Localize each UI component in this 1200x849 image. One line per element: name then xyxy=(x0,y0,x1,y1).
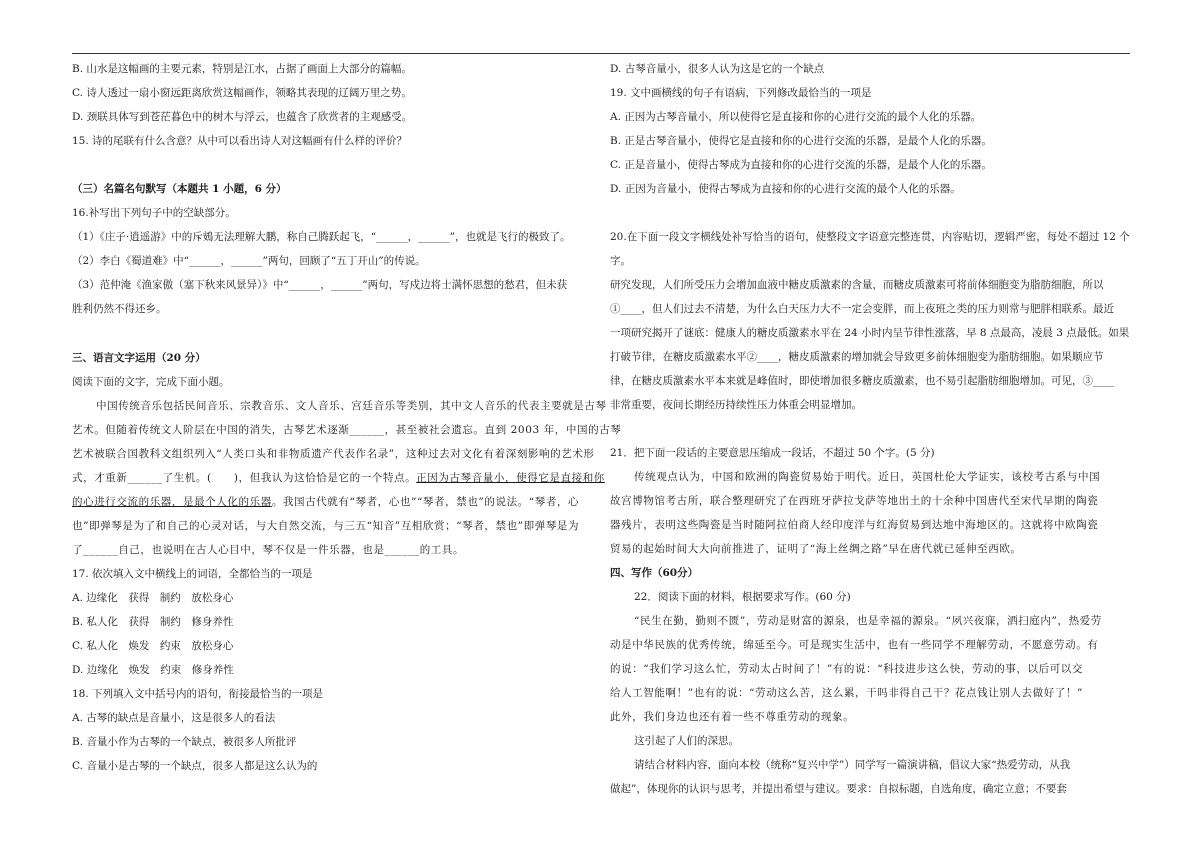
passage-line-1: 中国传统音乐包括民间音乐、宗教音乐、文人音乐、宫廷音乐等类别，其中文人音乐的代表主要就是古琴 xyxy=(96,400,607,412)
passage-line-6: 也”即弹琴是为了和自己的心灵对话，与大自然交流，与三五“知音”互相欣赏；“琴者，禁也”即弹琴是为 xyxy=(72,520,580,532)
passage-line-5 xyxy=(72,495,579,509)
q14-option-d: D. 颈联具体写到苍茫暮色中的树木与浮云，也蕴含了欣赏者的主观感受。 xyxy=(72,111,413,123)
question-21-passage-4: 贸易的起始时间大大向前推进了，证明了“海上丝绸之路”早在唐代就已延伸至西欧。 xyxy=(610,543,1022,555)
question-18-title: 18. 下列填入文中括号内的语句，衔接最恰当的一项是 xyxy=(72,688,324,700)
q14-option-c: C. 诗人透过一扇小窗远距离欣赏这幅画作，领略其表现的辽阔万里之势。 xyxy=(72,87,412,99)
question-21-title: 21．把下面一段话的主要意思压缩成一段话，不超过 50 个字。(5 分) xyxy=(610,447,935,459)
question-20-line-8: 非常重要，夜间长期经历持续性压力体重会明显增加。 xyxy=(610,399,862,411)
question-19-option-c: C. 正是音量小，使得古琴成为直接和你的心进行交流的乐器，是最个人化的乐器。 xyxy=(610,159,992,171)
passage-line-2: 艺术。但随着传统文人阶层在中国的消失，古琴艺术逐渐______，甚至被社会遗忘。直到 2003 年，中国的古琴 xyxy=(72,424,622,436)
part-3-intro: 阅读下面的文字，完成下面小题。 xyxy=(72,376,230,388)
question-22-material-5: 此外，我们身边也还有着一些不尊重劳动的现象。 xyxy=(610,711,855,723)
question-20-line-1: 20.在下面一段文字横线处补写恰当的语句，使整段文字语意完整连贯，内容贴切，逻辑严密，每处不超过 12 个 xyxy=(610,231,1130,243)
question-22-line-1: 这引起了人们的深思。 xyxy=(634,735,739,747)
question-16-item-2: （2）李白《蜀道难》中“______，______”两句，回顾了“五丁开山”的传说。 xyxy=(72,255,426,267)
part-3-heading: 三、语言文字运用（20 分） xyxy=(72,352,206,364)
question-19-option-a: A. 正因为古琴音量小，所以使得它是直接和你的心进行交流的最个人化的乐器。 xyxy=(610,111,982,123)
passage-line-5-text: 。我国古代就有“琴者，心也”“琴者，禁也”的说法。“琴者，心 xyxy=(271,496,580,508)
passage-line-7: 了______自己，也说明在古人心目中，琴不仅是一件乐器，也是______的工具。 xyxy=(72,544,465,556)
question-18-option-b: B. 音量小作为古琴的一个缺点，被很多人所批评 xyxy=(72,736,297,748)
question-19-option-d: D. 正因为音量小，使得古琴成为直接和你的心进行交流的最个人化的乐器。 xyxy=(610,183,961,195)
question-21-passage-1: 传统观点认为，中国和欧洲的陶瓷贸易始于明代。近日，英国杜伦大学证实，该校考古系与中国 xyxy=(634,471,1101,483)
question-20-line-4: ①____，但人们过去不清楚，为什么白天压力大不一定会变胖，而上夜班之类的压力则常与肥胖相联系。最近 xyxy=(610,303,1114,315)
passage-line-4 xyxy=(72,471,605,485)
question-19-title: 19. 文中画横线的句子有语病，下列修改最恰当的一项是 xyxy=(610,87,872,99)
question-22-material-2: 动是中华民族的优秀传统，绵延至今。可是现实生活中，也有一些同学不理解劳动，不愿意劳动。有 xyxy=(610,639,1099,651)
question-18-option-c: C. 音量小是古琴的一个缺点，很多人都是这么认为的 xyxy=(72,760,318,772)
question-21-passage-2: 故宫博物馆考古所，联合整理研究了在西班牙萨拉戈萨等地出土的十余种中国唐代至宋代早期的陶瓷 xyxy=(610,495,1099,507)
question-22-material-1: “民生在勤，勤则不匮”，劳动是财富的源泉，也是幸福的源泉。“夙兴夜寐，洒扫庭内”，热爱劳 xyxy=(634,615,1102,627)
question-16-title: 16.补写出下列句子中的空缺部分。 xyxy=(72,207,236,219)
question-21-passage-3: 器残片，表明这些陶瓷是当时随阿拉伯商人经印度洋与红海贸易到达地中海地区的。这就将中欧陶瓷 xyxy=(610,519,1099,531)
header-rule xyxy=(72,53,1130,54)
question-20-line-7: 律，在糖皮质激素水平本来就是峰值时，即使增加很多糖皮质激素，也不易引起脂肪细胞增加。可见，③____ xyxy=(610,375,1114,387)
question-22-material-3: 的说：“我们学习这么忙，劳动太占时间了！”有的说：“科技进步这么快，劳动的事，以后可以交 xyxy=(610,663,1084,675)
question-17-option-d: D. 边缘化 焕发 约束 修身养性 xyxy=(72,664,234,676)
question-17-option-c: C. 私人化 焕发 约束 放松身心 xyxy=(72,640,234,652)
underlined-sentence-part-2: 的心进行交流的乐器，是最个人化的乐器 xyxy=(72,496,272,508)
question-18-option-a: A. 古琴的缺点是音量小，这是很多人的看法 xyxy=(72,712,276,724)
question-20-line-6: 打破节律，在糖皮质激素水平②____，糖皮质激素的增加就会导致更多前体细胞变为脂肪细胞。如果顺应节 xyxy=(610,351,1104,363)
question-22-line-2: 请结合材料内容，面向本校（统称“复兴中学”）同学写一篇演讲稿，倡议大家“热爱劳动，从我 xyxy=(634,759,1071,771)
question-20-line-5: 一项研究揭开了谜底：健康人的糖皮质激素水平在 24 小时内呈节律性涨落，早 8 点最高，凌晨 3 点最低。如果 xyxy=(610,327,1130,339)
question-15: 15. 诗的尾联有什么含意？从中可以看出诗人对这幅画有什么样的评价？ xyxy=(72,135,408,147)
question-22-title: 22．阅读下面的材料，根据要求写作。(60 分) xyxy=(634,591,851,603)
question-22-material-4: 给人工智能啊！”也有的说：“劳动这么苦，这么累，干吗非得自己干？花点钱让别人去做好了！” xyxy=(610,687,1084,699)
question-18-option-d: D. 古琴音量小，很多人认为这是它的一个缺点 xyxy=(610,63,825,75)
part-4-heading: 四、写作（60分） xyxy=(610,567,699,579)
question-19-option-b: B. 正是古琴音量小，使得它是直接和你的心进行交流的乐器，是最个人化的乐器。 xyxy=(610,135,992,147)
section-3-heading: （三）名篇名句默写（本题共 1 小题，6 分） xyxy=(72,183,287,195)
question-16-item-3: （3）范仲淹《渔家傲（塞下秋来风景异）》中“______，______”两句，写戍边将士满怀思想的愁君，但未获 xyxy=(72,279,568,291)
question-17-option-b: B. 私人化 获得 制约 修身养性 xyxy=(72,616,234,628)
question-20-line-2: 字。 xyxy=(610,255,631,267)
question-17-option-a: A. 边缘化 获得 制约 放松身心 xyxy=(72,592,234,604)
passage-line-3: 艺术被联合国教科文组织列入“人类口头和非物质遗产代表作名录”，这种过去对文化有着深刻影响的艺术形 xyxy=(72,448,595,460)
question-20-line-3: 研究发现，人们所受压力会增加血液中糖皮质激素的含量，而糖皮质激素可将前体细胞变为脂肪细胞，所以 xyxy=(610,279,1104,291)
question-16-item-1: （1）《庄子·逍遥游》中的斥鴳无法理解大鹏，称自己腾跃起飞，“______，______”，也就是飞行的极致了。 xyxy=(72,231,571,243)
q14-option-b: B. 山水是这幅画的主要元素，特别是江水，占据了画面上大部分的篇幅。 xyxy=(72,63,412,75)
underlined-sentence-part-1: 正因为古琴音量小，使得它是直接和你 xyxy=(416,472,605,484)
question-16-item-3-cont: 胜利仍然不得还乡。 xyxy=(72,303,167,315)
question-22-line-3: 做起”，体现你的认识与思考，并提出希望与建议。要求：自拟标题，自选角度，确定立意；不要套 xyxy=(610,783,1067,795)
question-17-title: 17. 依次填入文中横线上的词语，全都恰当的一项是 xyxy=(72,568,313,580)
passage-line-4-text: 式，才重新______了生机。( )，但我认为这恰恰是它的一个特点。 xyxy=(72,472,417,484)
